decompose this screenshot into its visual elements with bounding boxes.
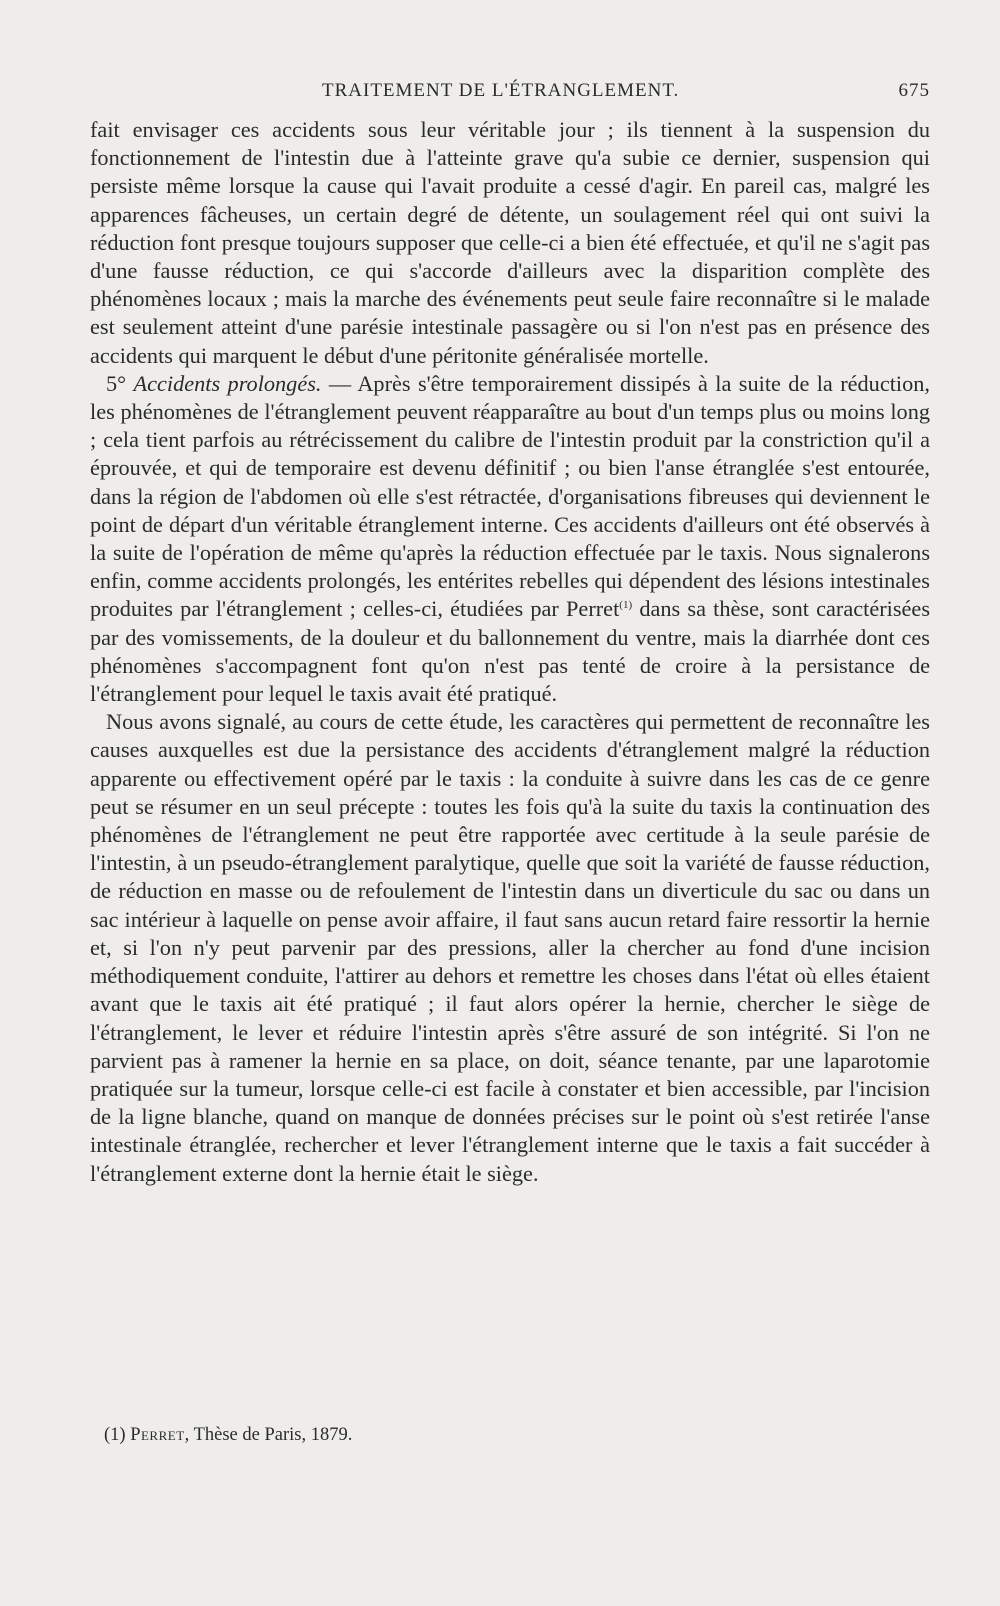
footnote-marker: (1) [104,1425,126,1445]
footnote-text: , Thèse de Paris, 1879. [184,1425,353,1445]
paragraph-3: Nous avons signalé, au cours de cette étude, les caractères qui permettent de reconnaître les causes auxquelles est due la persistance des accidents d'étranglement malgré la réduction apparente ou effectivement opéré par le taxis : la conduite à suivre dans les cas de ce genre peut se résumer en un seul précepte : toutes les fois qu'à la suite du taxis la continuation des phénomènes de l'étranglement ne peut être rapportée avec certitude à la seule parésie de l'intestin, à un pseudo-étranglement paralytique, quelle que soit la variété de fausse réduction, de réduction en masse ou de refoulement de l'intestin dans un diverticule du sac ou dans un sac intérieur à laquelle on pense avoir affaire, il faut sans aucun retard faire ressortir la hernie et, si l'on n'y peut parvenir par des pressions, aller la chercher au fond d'une incision méthodiquement conduite, l'attirer au dehors et remettre les choses dans l'état où elles étaient avant que le taxis ait été pratiqué ; il faut alors opérer la hernie, chercher le siège de l'étranglement, le lever et réduire l'intestin après s'être assuré de son intégrité. Si l'on ne parvient pas à ramener la hernie en sa place, on doit, séance tenante, par une laparotomie pratiquée sur la tumeur, lorsque celle-ci est facile à constater et bien accessible, par l'incision de la ligne blanche, quand on manque de données précises sur le point où s'est retirée l'anse intestinale étranglée, rechercher et lever l'étranglement interne que le taxis a fait succéder à l'étranglement externe dont la hernie était le siège. [90,709,930,1186]
section-title: Accidents prolongés. [133,370,322,396]
paragraph-1: fait envisager ces accidents sous leur véritable jour ; ils tiennent à la suspension du fonctionnement de l'intestin due à l'atteinte grave qu'a subie ce dernier, suspension qui persiste même lorsque la cause qui l'avait produite a cessé d'agir. En pareil cas, malgré les apparences fâcheuses, un certain degré de détente, un soulagement réel qui ont suivi la réduction font presque toujours supposer que celle-ci a bien été effectuée, et qu'il ne s'agit pas d'une fausse réduction, ce qui s'accorde d'ailleurs avec la disparition complète des phénomènes locaux ; mais la marche des événements peut seule faire reconnaître si le malade est seulement atteint d'une parésie intestinale passagère ou si l'on n'est pas en présence des accidents qui marquent le début d'une péritonite généralisée mortelle. [90,117,930,368]
paragraph-2 [90,370,930,708]
running-header [90,80,930,106]
paragraph-2-text-a: — Après s'être temporairement dissipés à la suite de la réduction, les phénomènes de l'étranglement peuvent réapparaître au bout d'un temps plus ou moins long ; cela tient parfois au rétrécissement du calibre de l'intestin produit par la constriction qu'il a éprouvée, et qui de temporaire est devenu définitif ; ou bien l'anse étranglée s'est entourée, dans la région de l'abdomen où elle s'est rétractée, d'organisations fibreuses qui deviennent le point de départ d'un véritable étranglement interne. Ces accidents d'ailleurs ont été observés à la suite de l'opération de même qu'après la réduction effectuée par le taxis. Nous signalerons enfin, comme accidents prolongés, les entérites rebelles qui dépendent des lésions intestinales produites par l'étranglement ; celles-ci, étudiées par Perret [90,370,930,622]
running-title: TRAITEMENT DE L'ÉTRANGLEMENT. [322,80,680,101]
section-number: 5° [106,370,127,396]
footnote-reference[interactable]: (1) [619,599,633,612]
footnote-author: Perret [130,1425,185,1445]
main-text [90,116,930,1188]
footnote [104,1425,924,1446]
paragraph-2-text-b: dans sa thèse, sont caractérisées par des vomissements, de la douleur et du ballonnement du ventre, mais la diarrhée dont ces phénomènes s'accompagnent font qu'on n'est pas tenté de croire à la persistance de l'étranglement pour lequel le taxis avait été pratiqué. [90,596,930,707]
page-number: 675 [898,80,930,101]
